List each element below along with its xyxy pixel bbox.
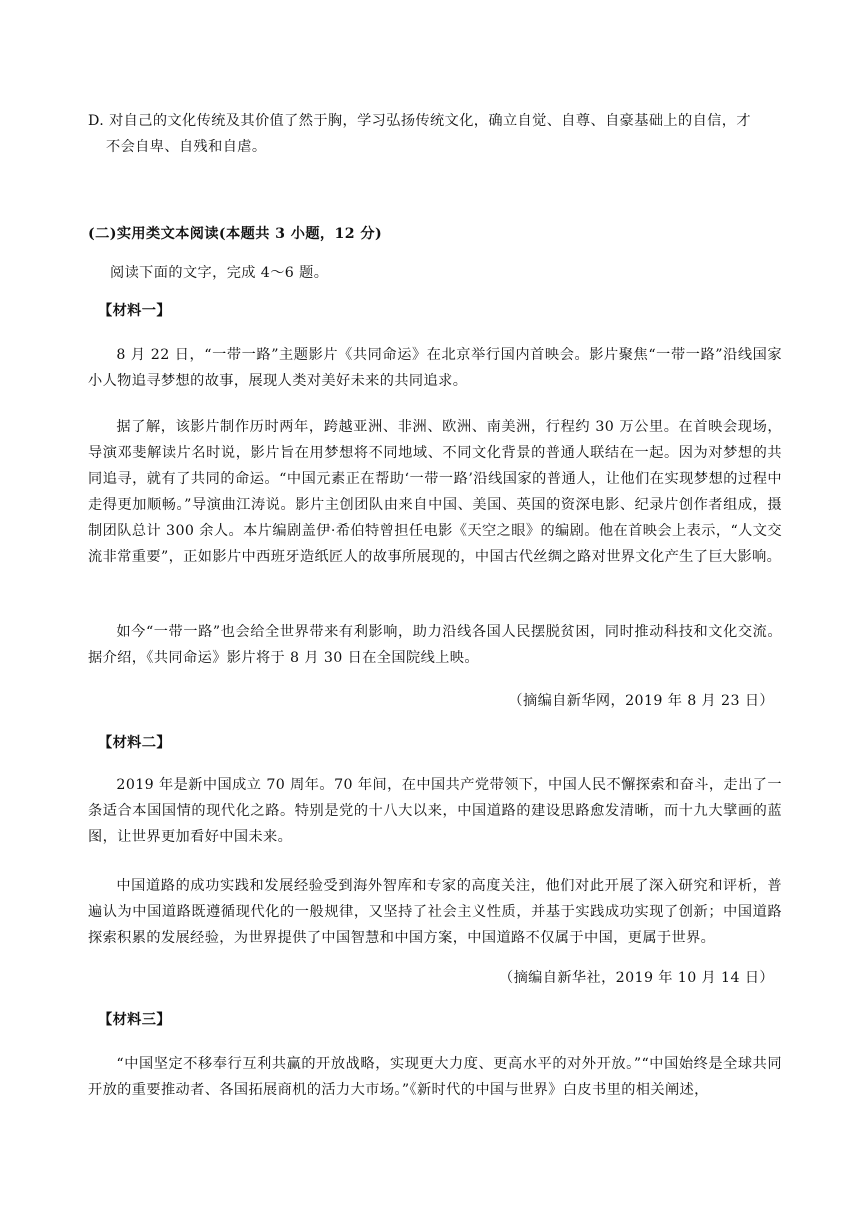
material1-label: 【材料一】 bbox=[98, 303, 171, 319]
material1-paragraph: 8 月 22 日，“一带一路”主题影片《共同命运》在北京举行国内首映会。影片聚焦“一带一路”沿线国家小人物追寻梦想的故事，展现人类对美好未来的共同追求。 bbox=[88, 347, 782, 389]
material3-label: 【材料三】 bbox=[98, 1012, 171, 1028]
option-d-line1: D. 对自己的文化传统及其价值了然于胸，学习弘扬传统文化，确立自觉、自尊、自豪基础上的自信，才 bbox=[88, 113, 751, 129]
material1-paragraph: 如今“一带一路”也会给全世界带来有利影响，助力沿线各国人民摆脱贫困，同时推动科技和文化交流。据介绍，《共同命运》影片将于 8 月 30 日在全国院线上映。 bbox=[88, 624, 782, 666]
section-title: (二)实用类文本阅读(本题共 3 小题，12 分) bbox=[88, 226, 383, 242]
material1-paragraph: 据了解，该影片制作历时两年，跨越亚洲、非洲、欧洲、南美洲，行程约 30 万公里。在首映会现场，导演邓斐解读片名时说，影片旨在用梦想将不同地域、不同文化背景的普通人联结在一起。因为对梦想的共同追寻，就有了共同的命运。“中国元素正在帮助‘一带一路’沿线国家的普通人，让他们在实现梦想的过程中走得更加顺畅。”导演曲江涛说。影片主创团队由来自中国、美国、英国的资深电影、纪录片创作者组成，摄制团队总计 300 余人。本片编剧盖伊·希伯特曾担任电影《天空之眼》的编剧。他在首映会上表示，“人文交流非常重要”，正如影片中西班牙造纸匠人的故事所展现的，中国古代丝绸之路对世界文化产生了巨大影响。 bbox=[88, 419, 782, 565]
material2-paragraph: 中国道路的成功实践和发展经验受到海外智库和专家的高度关注，他们对此开展了深入研究和评析，普遍认为中国道路既遵循现代化的一般规律，又坚持了社会主义性质，并基于实践成功实现了创新；中国道路探索积累的发展经验，为世界提供了中国智慧和中国方案，中国道路不仅属于中国，更属于世界。 bbox=[88, 878, 782, 946]
material2-label: 【材料二】 bbox=[98, 735, 171, 751]
option-d-line2: 不会自卑、自残和自虐。 bbox=[106, 139, 267, 155]
material3-paragraph: “中国坚定不移奉行互利共赢的开放战略，实现更大力度、更高水平的对外开放。”“中国始终是全球共同开放的重要推动者、各国拓展商机的活力大市场。”《新时代的中国与世界》白皮书里的相关阐述， bbox=[88, 1056, 782, 1098]
material2-source: （摘编自新华社，2019 年 10 月 14 日） bbox=[498, 970, 774, 986]
material1-source: （摘编自新华网，2019 年 8 月 23 日） bbox=[508, 693, 774, 709]
option-d bbox=[88, 108, 782, 160]
section-instruction: 阅读下面的文字，完成 4～6 题。 bbox=[110, 265, 329, 281]
material2-paragraph: 2019 年是新中国成立 70 周年。70 年间，在中国共产党带领下，中国人民不懈探索和奋斗，走出了一条适合本国国情的现代化之路。特别是党的十八大以来，中国道路的建设思路愈发清晰，而十九大擘画的蓝图，让世界更加看好中国未来。 bbox=[88, 777, 782, 845]
